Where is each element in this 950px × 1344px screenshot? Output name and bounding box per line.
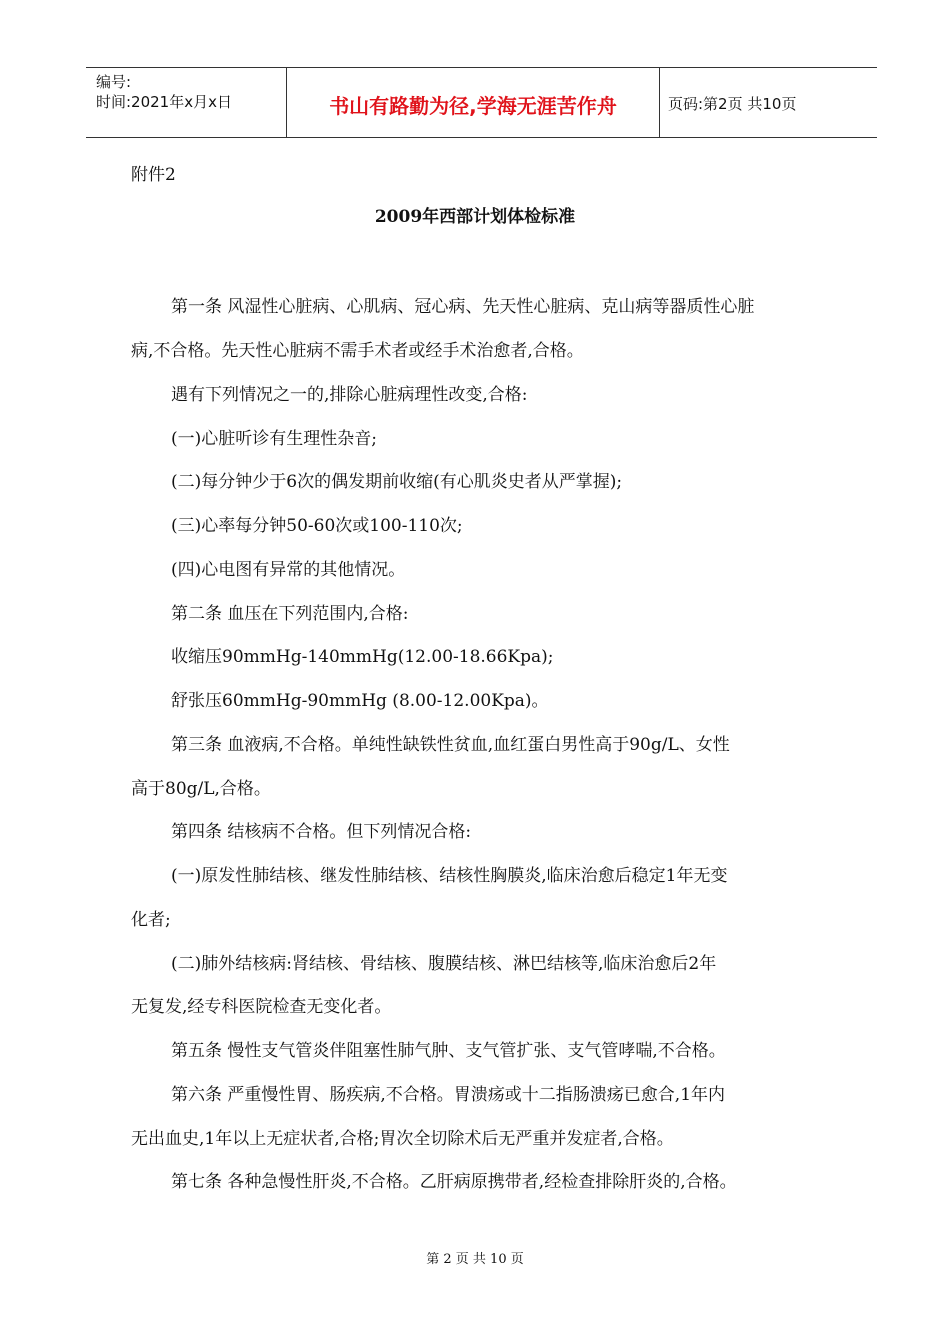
page-footer: 第 2 页 共 10 页 — [426, 1252, 524, 1267]
page-info: 页码:第2页 共10页 — [668, 95, 797, 113]
document-header — [86, 67, 877, 138]
body-line: 第一条 风湿性心脏病、心肌病、冠心病、先天性心脏病、克山病等器质性心脏 — [171, 297, 755, 317]
body-line: 化者; — [131, 910, 171, 930]
body-line: 遇有下列情况之一的,排除心脏病理性改变,合格: — [171, 385, 528, 405]
body-line: 收缩压90mmHg-140mmHg(12.00-18.66Kpa); — [171, 647, 554, 667]
body-line: (四)心电图有异常的其他情况。 — [171, 560, 406, 580]
body-line: (三)心率每分钟50-60次或100-110次; — [171, 516, 463, 536]
header-page-cell — [660, 68, 877, 137]
date-label: 时间:2021年x月x日 — [96, 93, 232, 111]
body-line: 第五条 慢性支气管炎伴阻塞性肺气肿、支气管扩张、支气管哮喘,不合格。 — [171, 1041, 726, 1061]
serial-label: 编号: — [96, 73, 132, 91]
body-line: (二)肺外结核病:肾结核、骨结核、腹膜结核、淋巴结核等,临床治愈后2年 — [171, 954, 717, 974]
body-line: 第二条 血压在下列范围内,合格: — [171, 604, 409, 624]
header-meta-cell — [86, 68, 287, 137]
body-line: 第七条 各种急慢性肝炎,不合格。乙肝病原携带者,经检查排除肝炎的,合格。 — [171, 1172, 737, 1192]
body-line: 第四条 结核病不合格。但下列情况合格: — [171, 822, 472, 842]
body-line: 无出血史,1年以上无症状者,合格;胃次全切除术后无严重并发症者,合格。 — [131, 1129, 674, 1149]
body-line: (一)原发性肺结核、继发性肺结核、结核性胸膜炎,临床治愈后稳定1年无变 — [171, 866, 728, 886]
annex-label: 附件2 — [131, 165, 176, 185]
body-line: (一)心脏听诊有生理性杂音; — [171, 429, 377, 449]
motto-text: 书山有路勤为径,学海无涯苦作舟 — [329, 94, 617, 118]
body-line: 高于80g/L,合格。 — [131, 779, 271, 799]
document-title: 2009年西部计划体检标准 — [374, 207, 576, 227]
body-line: 第六条 严重慢性胃、肠疾病,不合格。胃溃疡或十二指肠溃疡已愈合,1年内 — [171, 1085, 726, 1105]
header-motto-cell — [287, 68, 660, 137]
body-line: 无复发,经专科医院检查无变化者。 — [131, 997, 392, 1017]
body-line: 舒张压60mmHg-90mmHg (8.00-12.00Kpa)。 — [171, 691, 549, 711]
body-line: 第三条 血液病,不合格。单纯性缺铁性贫血,血红蛋白男性高于90g/L、女性 — [171, 735, 730, 755]
body-line: 病,不合格。先天性心脏病不需手术者或经手术治愈者,合格。 — [131, 341, 584, 361]
body-line: (二)每分钟少于6次的偶发期前收缩(有心肌炎史者从严掌握); — [171, 472, 623, 492]
